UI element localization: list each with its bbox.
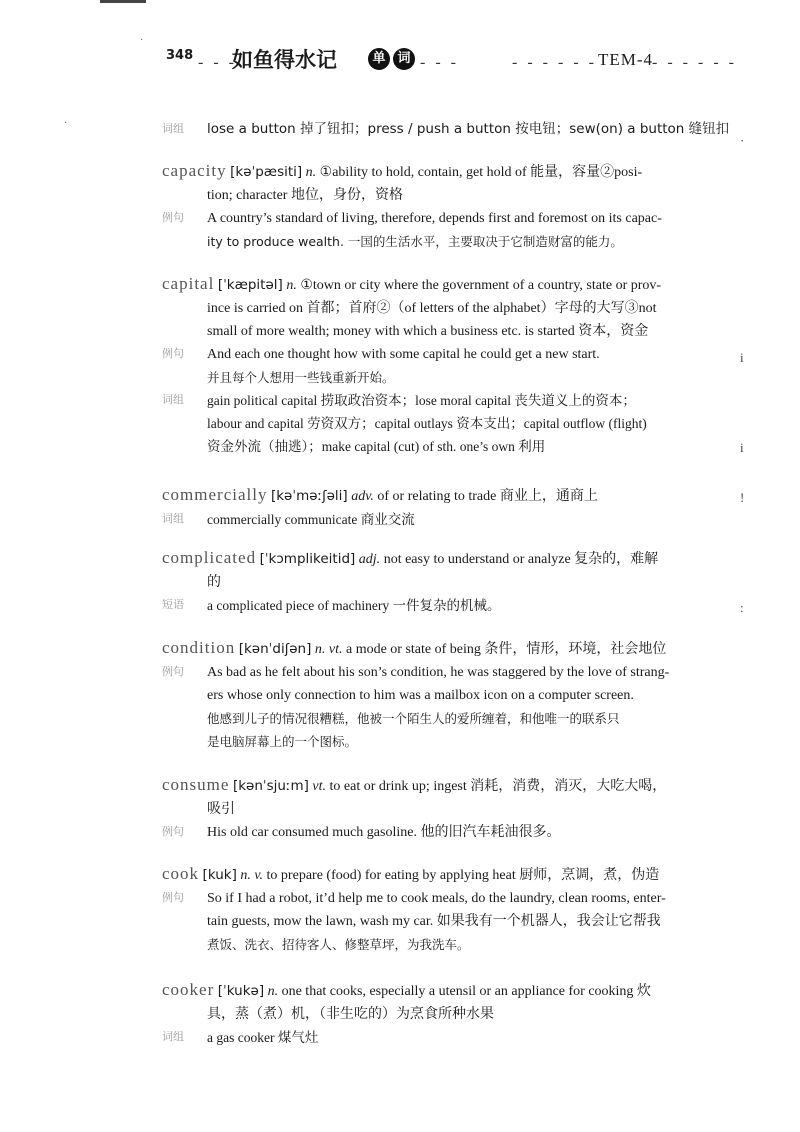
phrase-row	[162, 118, 738, 141]
entry-cook	[162, 862, 738, 956]
definition	[162, 483, 738, 508]
phrase-marker: 词组	[162, 123, 184, 135]
example-marker: 例句	[162, 826, 184, 838]
definition	[162, 773, 738, 798]
example-text: As bad as he felt about his son’s condition, he was staggered by the love of strang-	[207, 665, 670, 680]
definition	[162, 862, 738, 887]
definition-text: of or relating to trade 商业上，通商上	[377, 489, 598, 504]
headword: condition	[162, 638, 236, 657]
part-of-speech: n.	[267, 984, 279, 999]
headword: cook	[162, 864, 200, 883]
entry-capital	[162, 272, 738, 458]
definition-continued: ince is carried on 首都；首府②（of letters of the alphabet）字母的大写③not	[207, 301, 657, 316]
part-of-speech: n. vt.	[314, 642, 343, 657]
example-continued: tain guests, mow the lawn, wash my car. 如果我有一个机器人，我会让它帮我	[207, 914, 661, 929]
margin-mark: :	[740, 600, 744, 615]
example-translation: 并且每个人想用一些钱重新开始。	[207, 370, 395, 385]
phrase-row	[162, 594, 738, 617]
phonetic: [kuk]	[202, 867, 237, 883]
definition-continued: tion; character 地位，身份，资格	[207, 188, 403, 203]
example-marker: 例句	[162, 666, 184, 678]
entry-capacity	[162, 159, 738, 253]
margin-mark: !	[740, 490, 745, 505]
entry-button-phrases	[162, 118, 738, 141]
example-marker: 例句	[162, 892, 184, 904]
headword: capital	[162, 274, 215, 293]
entry-complicated	[162, 546, 738, 617]
phonetic: [kəˈməːʃəli]	[270, 488, 348, 504]
example-row	[162, 661, 738, 684]
phrase-marker: 词组	[162, 394, 184, 406]
example-row	[162, 207, 738, 230]
example-continued: ers whose only connection to him was a mailbox icon on a computer screen.	[207, 688, 634, 703]
part-of-speech: adj.	[358, 552, 381, 567]
definition-text: not easy to understand or analyze 复杂的，难解	[383, 552, 659, 567]
running-header	[0, 0, 800, 90]
definition-continued: small of more wealth; money with which a business etc. is started 资本，资金	[207, 324, 649, 339]
example-row	[162, 343, 738, 366]
scan-speck: ·	[64, 118, 68, 129]
definition	[162, 636, 738, 661]
phrase-text: a gas cooker 煤气灶	[207, 1030, 319, 1045]
series-label: TEM-4	[598, 50, 654, 69]
phrase-marker: 词组	[162, 1031, 184, 1043]
phonetic: [ˈkɔmplikeitid]	[259, 551, 356, 567]
phrase-text: a complicated piece of machinery 一件复杂的机械。	[207, 598, 501, 613]
entry-condition	[162, 636, 738, 753]
phrase-row	[162, 389, 738, 412]
example-text: His old car consumed much gasoline. 他的旧汽车耗油很多。	[207, 825, 561, 840]
part-of-speech: adv.	[351, 489, 374, 504]
phonetic: [ˈkæpitəl]	[217, 277, 283, 293]
margin-mark: i	[740, 440, 744, 455]
entry-consume	[162, 773, 738, 844]
header-dashes: - - -	[198, 54, 237, 71]
entry-cooker	[162, 978, 738, 1049]
example-row	[162, 821, 738, 844]
page-number: 348	[166, 48, 194, 63]
part-of-speech: vt.	[312, 779, 327, 794]
definition-continued: 吸引	[207, 802, 235, 817]
header-dashes: - - - - - -	[652, 54, 737, 71]
headword: capacity	[162, 161, 227, 180]
example-text: So if I had a robot, it’d help me to cook meals, do the laundry, clean rooms, enter-	[207, 891, 666, 906]
phrase-text: commercially communicate 商业交流	[207, 512, 415, 527]
phrase-marker: 短语	[162, 599, 184, 611]
example-translation: 他感到儿子的情况很糟糕，他被一个陌生人的爱所缠着，和他唯一的联系只	[207, 711, 620, 726]
headword: cooker	[162, 980, 215, 999]
example-text: A country’s standard of living, therefore, depends first and foremost on its capac-	[207, 211, 662, 226]
book-title: 如鱼得水记	[232, 48, 337, 72]
definition-continued: 的	[207, 575, 221, 590]
definition-text: one that cooks, especially a utensil or an appliance for cooking 炊	[281, 984, 651, 999]
phrase-row	[162, 1026, 738, 1049]
title-badge: 单	[368, 48, 390, 70]
example-row	[162, 887, 738, 910]
header-dashes: - - - - - -	[512, 54, 597, 71]
phrase-marker: 词组	[162, 513, 184, 525]
definition-continued: 具，蒸（煮）机，（非生吃的）为烹食所种水果	[207, 1006, 494, 1022]
phrase-continued: labour and capital 劳资双方；capital outlays 资本支出；capital outflow (flight)	[207, 416, 647, 431]
headword: complicated	[162, 548, 257, 567]
definition-text: a mode or state of being 条件，情形，环境，社会地位	[345, 642, 667, 657]
phrase-text: lose a button 掉了钮扣；press / push a button 按电钮；sew(on) a button 缝钮扣	[207, 121, 730, 137]
definition	[162, 546, 738, 571]
headword: commercially	[162, 485, 268, 504]
definition	[162, 159, 738, 184]
example-text: And each one thought how with some capital he could get a new start.	[207, 347, 600, 362]
header-dashes: - - -	[420, 54, 459, 71]
example-translation: 是电脑屏幕上的一个图标。	[207, 734, 358, 749]
phonetic: [kənˈdiʃən]	[238, 641, 312, 657]
example-translation: 煮饭、洗衣、招待客人、修整草坪，为我洗车。	[207, 937, 470, 952]
scan-speck: ˙	[140, 38, 144, 49]
definition	[162, 978, 738, 1003]
phrase-text: gain political capital 捞取政治资本；lose moral capital 丧失道义上的资本；	[207, 393, 636, 408]
definition-text: to prepare (food) for eating by applying heat 厨师，烹调，煮，伪造	[266, 868, 660, 883]
phonetic: [ˈkukə]	[217, 983, 265, 999]
example-marker: 例句	[162, 348, 184, 360]
example-marker: 例句	[162, 212, 184, 224]
definition-text: ①ability to hold, contain, get hold of 能量，容量②posi-	[319, 165, 643, 180]
phonetic: [kəˈpæsiti]	[230, 164, 303, 180]
part-of-speech: n.	[305, 165, 317, 180]
margin-mark: ·	[740, 133, 745, 148]
phonetic: [kənˈsjuːm]	[232, 778, 309, 794]
margin-mark: i	[740, 350, 744, 365]
part-of-speech: n.	[286, 278, 297, 293]
definition-text: to eat or drink up; ingest 消耗，消费，消灭，大吃大喝，	[329, 779, 667, 794]
definition-text: ①town or city where the government of a country, state or prov-	[300, 278, 662, 293]
phrase-row	[162, 508, 738, 531]
phrase-continued: 资金外流（抽逃）；make capital (cut) of sth. one’s own 利用	[207, 439, 546, 454]
part-of-speech: n. v.	[240, 868, 264, 883]
definition	[162, 272, 738, 297]
title-badge: 词	[393, 48, 415, 70]
entry-commercially	[162, 483, 738, 531]
headword: consume	[162, 775, 230, 794]
example-translation: ity to produce wealth. 一国的生活水平，主要取决于它制造财富的能力。	[207, 234, 623, 249]
